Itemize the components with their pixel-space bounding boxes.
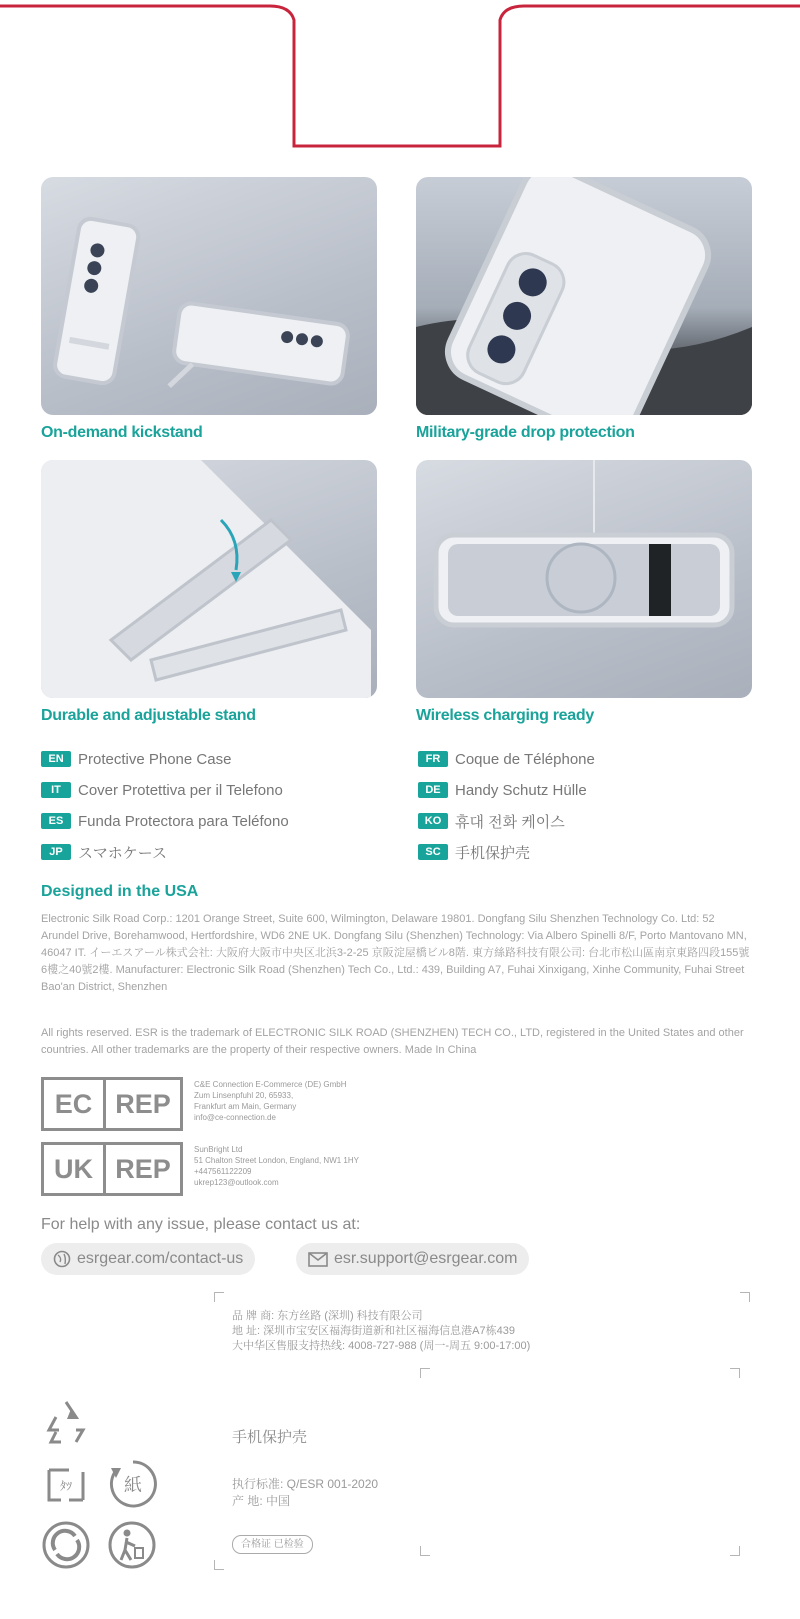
language-code-badge: FR (418, 751, 448, 767)
ec-rep-left: EC (44, 1080, 106, 1128)
language-code-badge: ES (41, 813, 71, 829)
uk-rep-info-line: SunBright Ltd (194, 1145, 243, 1154)
language-text: 手机保护壳 (455, 844, 531, 862)
svg-text:紙: 紙 (124, 1475, 142, 1496)
tidy-man-icon (107, 1520, 157, 1570)
svg-text:ﾀﾂ: ﾀﾂ (59, 1479, 73, 1493)
ec-rep-mark (41, 1077, 183, 1131)
language-text: Handy Schutz Hülle (455, 781, 587, 799)
ec-rep-info-line: C&E Connection E-Commerce (DE) GmbH (194, 1080, 347, 1089)
kickstand-photo (41, 177, 377, 415)
language-row-sc (418, 842, 530, 862)
language-code-badge: EN (41, 751, 71, 767)
recyclable-icon (41, 1520, 91, 1570)
uk-rep-info-line: 51 Chalton Street London, England, NW1 1HY (194, 1156, 359, 1165)
email-link[interactable] (296, 1243, 529, 1275)
website-link-text[interactable]: esrgear.com/contact-us (77, 1250, 244, 1267)
globe-icon (53, 1250, 71, 1268)
feature-caption-wireless: Wireless charging ready (416, 707, 594, 724)
cn-info-line: 大中华区售服支持热线: 4008-727-988 (周一-周五 9:00-17:00) (232, 1340, 531, 1352)
language-text: Protective Phone Case (78, 750, 232, 768)
adjustable-stand-photo (41, 460, 377, 698)
cn-company-info (232, 1309, 530, 1354)
help-prompt: For help with any issue, please contact us at: (41, 1216, 361, 1233)
language-row-it (41, 780, 283, 800)
designed-in-heading: Designed in the USA (41, 883, 199, 900)
ec-rep-info-line: Frankfurt am Main, Germany (194, 1102, 297, 1111)
ec-rep-right: REP (115, 1088, 171, 1119)
language-code-badge: SC (418, 844, 448, 860)
company-addresses: Electronic Silk Road Corp.: 1201 Orange Street, Suite 600, Wilmington, Delaware 19801. Dongfang Silu Shenzhen Technology Co. Ltd: 52 Arundel Drive, Borehamwood, Hertfordshire, WD6 2NE UK. Dongfang Silu (Shenzhen) Technology: Via Albero Spinelli 8/F, Porto Mantovano MN, 46047 IT. イーエスアール株式会社: 大阪府大阪市中央区北浜3-2-25 京阪淀屋橋ビル8階. 東方絲路科技有限公司: 台北市松山區南京東路四段155號6樓之40號2樓. Manufacturer: Electronic Silk Road (Shenzhen) Tech Co., Ltd.: 439, Building A7, Fuhai Xinxigang, Xinhe Community, Fuhai Street Bao'an District, Shenzhen (41, 913, 750, 993)
uk-rep-info-line: ukrep123@outlook.com (194, 1178, 279, 1187)
language-row-fr (418, 749, 595, 769)
ec-rep-info-line: Zum Linsenpfuhl 20, 65933, (194, 1091, 294, 1100)
plastic-recycle-icon (41, 1460, 91, 1510)
crop-mark (730, 1546, 740, 1556)
language-row-es (41, 811, 289, 831)
language-text: Coque de Téléphone (455, 750, 595, 768)
language-text: スマホケース (78, 844, 167, 862)
ec-rep-info-line: info@ce-connection.de (194, 1113, 276, 1122)
language-text: Funda Protectora para Teléfono (78, 812, 289, 830)
certificate-badge: 合格证 已检验 (232, 1535, 313, 1554)
feature-caption-drop: Military-grade drop protection (416, 424, 635, 441)
language-code-badge: DE (418, 782, 448, 798)
uk-rep-mark (41, 1142, 183, 1196)
language-row-de (418, 780, 587, 800)
cn-origin: 产 地: 中国 (232, 1494, 291, 1508)
ec-rep-info (194, 1079, 414, 1123)
language-row-en (41, 749, 231, 769)
wireless-charging-photo (416, 460, 752, 698)
language-row-jp (41, 842, 167, 862)
language-code-badge: JP (41, 844, 71, 860)
uk-rep-left: UK (44, 1145, 106, 1193)
drop-protection-photo (416, 177, 752, 415)
crop-mark (740, 1292, 750, 1302)
crop-mark (730, 1368, 740, 1378)
language-row-ko (418, 811, 565, 831)
crop-mark (214, 1560, 224, 1570)
language-text: 휴대 전화 케이스 (455, 813, 565, 831)
uk-rep-info (194, 1144, 414, 1188)
language-text: Cover Protettiva per il Telefono (78, 781, 283, 799)
feature-caption-kickstand: On-demand kickstand (41, 424, 203, 441)
language-code-badge: KO (418, 813, 448, 829)
crop-mark (214, 1292, 224, 1302)
website-link[interactable] (41, 1243, 255, 1275)
recycle-icon (41, 1397, 91, 1447)
email-link-text[interactable]: esr.support@esrgear.com (334, 1250, 518, 1267)
rights-notice: All rights reserved. ESR is the trademark of ELECTRONIC SILK ROAD (SHENZHEN) TECH CO., LTD, registered in the United States and other countries. All other trademarks are the property of their respective owners. Made In China (41, 1027, 744, 1056)
crop-mark (420, 1546, 430, 1556)
uk-rep-right: REP (115, 1153, 171, 1184)
mail-icon (308, 1252, 328, 1267)
feature-caption-stand: Durable and adjustable stand (41, 707, 256, 724)
cn-standard: 执行标准: Q/ESR 001-2020 (232, 1477, 379, 1491)
cn-product-name: 手机保护壳 (232, 1429, 308, 1446)
cn-info-line: 地 址: 深圳市宝安区福海街道新和社区福海信息港A7栋439 (232, 1325, 515, 1337)
crop-mark (420, 1368, 430, 1378)
paper-recycle-icon (107, 1458, 159, 1510)
cn-info-line: 品 牌 商: 东方丝路 (深圳) 科技有限公司 (232, 1310, 423, 1322)
uk-rep-info-line: +447561122209 (194, 1167, 252, 1176)
language-code-badge: IT (41, 782, 71, 798)
packaging-dieline (0, 0, 800, 160)
